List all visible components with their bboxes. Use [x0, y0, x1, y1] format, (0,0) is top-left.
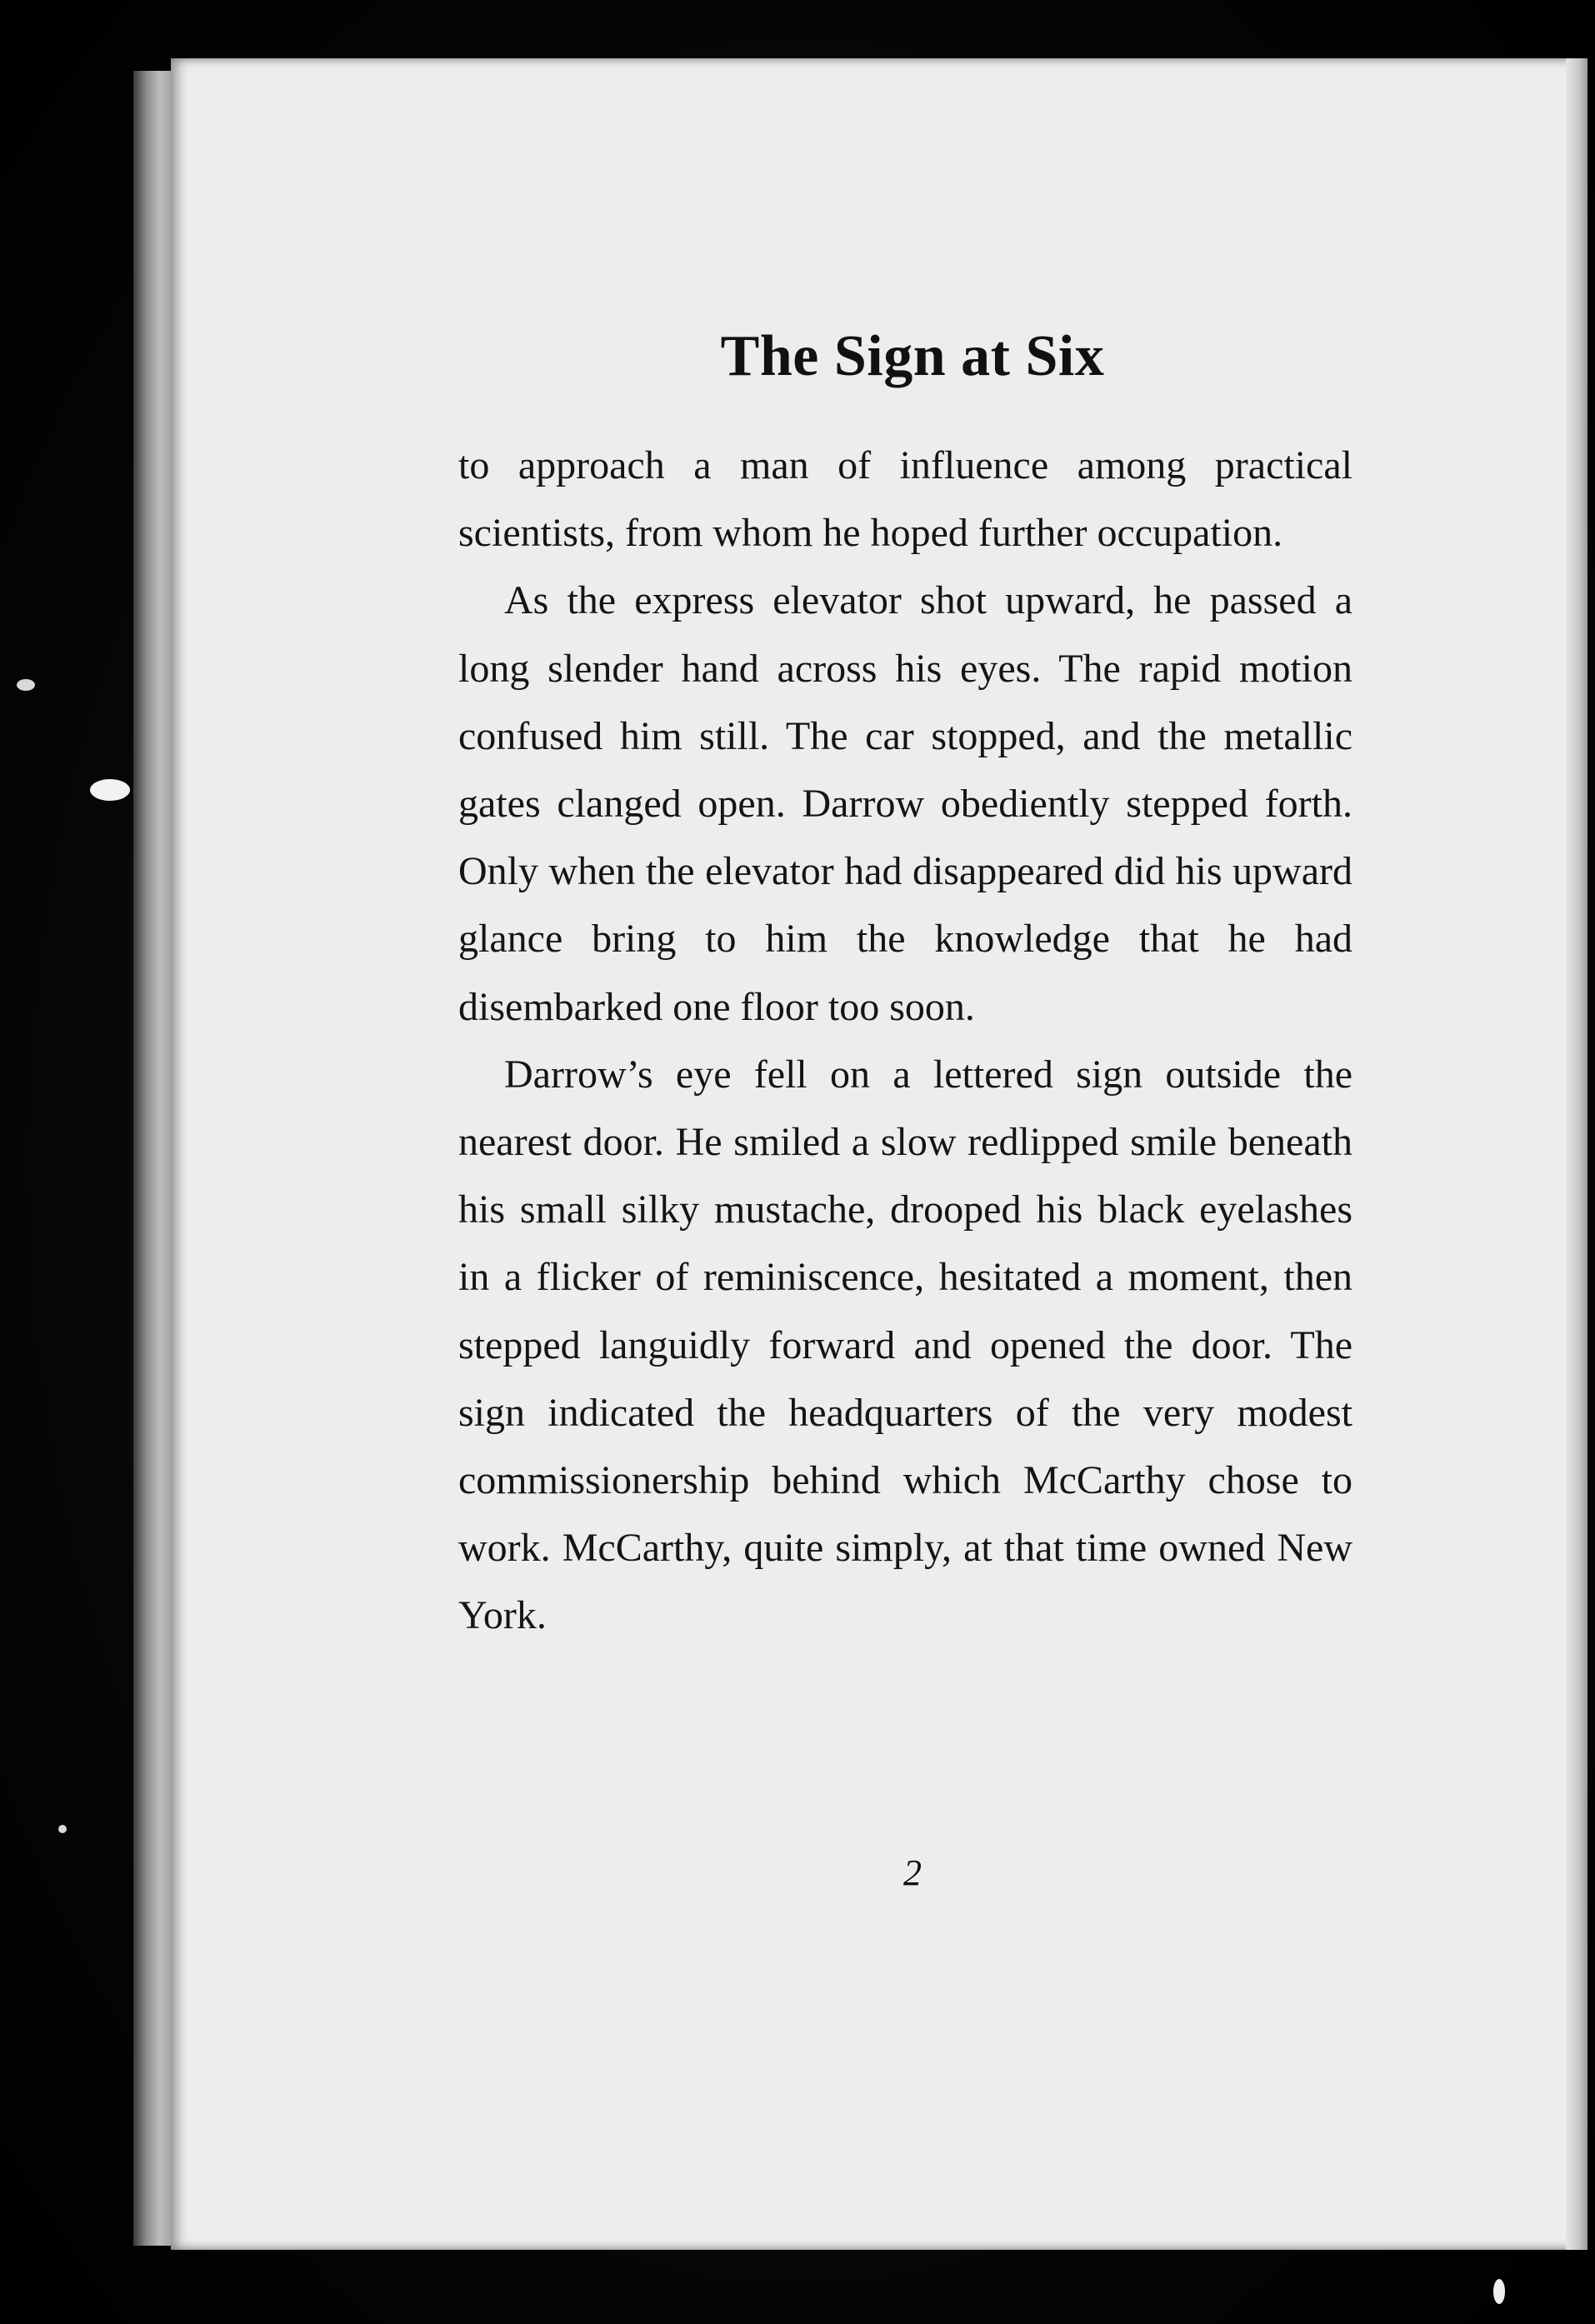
paragraph-1: to approach a man of influence among practical scientists, from whom he hoped further occupation. [458, 443, 1352, 556]
page-number: 2 [903, 1852, 922, 1893]
scan-speck [1493, 2279, 1505, 2304]
running-head: The Sign at Six [720, 324, 1105, 388]
body-text [458, 432, 1352, 1650]
scan-speck [17, 679, 35, 691]
paragraph-3: Darrow’s eye fell on a lettered sign outside the nearest door. He smiled a slow redlipped smile beneath his small silky mustache, drooped his black eyelashes in a flicker of reminiscence, hesitated a moment, then stepped languidly forward and opened the door. The sign indicated the headquarters of the very modest commissionership behind which McCarthy chose to work. McCarthy, quite simply, at that time owned New York. [458, 1052, 1352, 1638]
scan-speck [90, 779, 130, 801]
scan-speck [58, 1825, 67, 1833]
book-page [171, 58, 1588, 2250]
paragraph-2: As the express elevator shot upward, he passed a long slender hand across his eyes. The rapid motion confused him still. The car stopped, and the metallic gates clanged open. Darrow obediently stepped forth. Only when the elevator had disappeared did his upward glance bring to him the knowledge that he had disembarked one floor too soon. [458, 578, 1352, 1029]
